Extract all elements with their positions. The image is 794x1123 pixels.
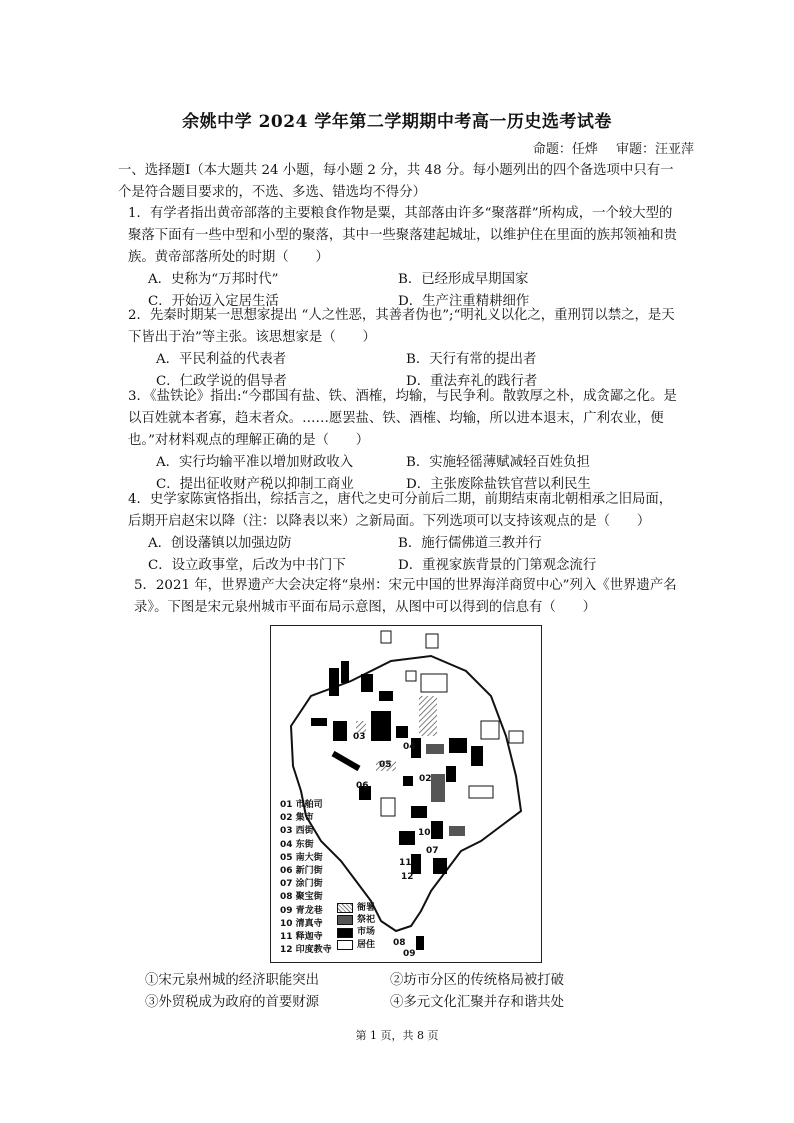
legend-item: 12 印度教寺 <box>280 945 332 956</box>
statement-3: ③外贸税成为政府的首要财源 <box>145 995 320 1010</box>
option-b[interactable]: B．实施轻徭薄赋减轻百姓负担 <box>406 455 590 470</box>
question-stem: 4．史学家陈寅恪指出，综括言之，唐代之史可分前后二期，前期结束南北朝相承之旧局面，后期开启赵宋以降（注：以降表以来）之新局面。下列选项可以支持该观点的是（ ） <box>128 492 673 529</box>
question-4 <box>128 489 684 577</box>
question-3 <box>128 386 684 496</box>
map-label-09: 09 <box>403 949 416 959</box>
legend-item: 03 西街 <box>280 826 314 837</box>
black-swatch <box>337 928 353 938</box>
map-legend-list <box>280 799 332 957</box>
legend-item: 07 涂门街 <box>280 879 323 890</box>
map-label-07: 07 <box>426 846 439 856</box>
option-c[interactable]: C．开始迈入定居生活 <box>148 294 279 309</box>
map-label-08: 08 <box>393 938 406 948</box>
question-2 <box>128 305 684 393</box>
grey-swatch <box>337 915 353 925</box>
legend-item: 11 释迦寺 <box>280 932 323 943</box>
option-a[interactable]: A．平民利益的代表者 <box>156 352 287 367</box>
quanzhou-city-map <box>270 625 542 963</box>
option-c[interactable]: C．设立政事堂，后改为中书门下 <box>148 558 346 573</box>
legend-key-row: 衙署 <box>337 902 375 914</box>
reviewer: 审题：汪亚萍 <box>615 142 694 157</box>
option-b[interactable]: B．天行有常的提出者 <box>406 352 537 367</box>
section-heading: 一、选择题Ⅰ（本大题共 24 小题，每小题 2 分，共 48 分。每小题列出的四个备选项中只有一个是符合题目要求的，不选、多选、错选均不得分） <box>118 163 674 200</box>
map-label-06: 06 <box>356 781 369 791</box>
legend-key-row: 居住 <box>337 939 375 951</box>
option-d[interactable]: D．主张废除盐铁官营以利民生 <box>406 477 591 492</box>
map-legend-key <box>337 902 375 951</box>
option-b[interactable]: B．施行儒佛道三教并行 <box>398 536 542 551</box>
question-stem: 3．《盐铁论》指出:“今郡国有盐、铁、酒榷，均输，与民争利。散敦厚之朴，成贪鄙之化。是以百姓就本者寡，趋末者众。……愿罢盐、铁、酒榷、均输，所以进本退末，广利农业，便也。”对材料观点的理解正确的是（ ） <box>128 389 677 448</box>
legend-key-row: 市场 <box>337 926 375 938</box>
map-label-10: 10 <box>418 828 431 838</box>
statement-4: ④多元文化汇聚并存和谐共处 <box>390 995 565 1010</box>
option-c[interactable]: C．提出征收财产税以抑制工商业 <box>156 477 354 492</box>
setter: 命题：任烨 <box>532 142 598 157</box>
question-stem: 1．有学者指出黄帝部落的主要粮食作物是粟，其部落由许多“聚落群”所构成，一个较大型的聚落下面有一些中型和小型的聚落，其中一些聚落建起城址，以维护住在里面的族邦领袖和贵族。黄帝部落所处的时期（ ） <box>128 206 678 265</box>
option-a[interactable]: A．史称为“万邦时代” <box>148 272 279 287</box>
map-label-03: 03 <box>353 732 366 742</box>
legend-key-row: 祭祀 <box>337 914 375 926</box>
map-label-05: 05 <box>379 760 392 770</box>
page-title: 余姚中学 2024 学年第二学期期中考高一历史选考试卷 <box>182 112 612 132</box>
page-footer: 第 1 页，共 8 页 <box>355 1029 439 1042</box>
white-swatch <box>337 940 353 950</box>
option-b[interactable]: B．已经形成早期国家 <box>398 272 529 287</box>
authors-line <box>519 138 694 157</box>
question-5-statements <box>145 970 645 1014</box>
map-label-12: 12 <box>401 872 414 882</box>
question-5 <box>134 575 684 619</box>
legend-item: 04 东街 <box>280 839 314 850</box>
statement-1: ①宋元泉州城的经济职能突出 <box>145 973 320 988</box>
option-a[interactable]: A．创设藩镇以加强边防 <box>148 536 292 551</box>
map-label-11: 11 <box>399 858 412 868</box>
option-d[interactable]: D．重视家族背景的门第观念流行 <box>398 558 597 573</box>
option-d[interactable]: D．生产注重精耕细作 <box>398 294 530 309</box>
legend-item: 06 新门街 <box>280 866 323 877</box>
question-1 <box>128 203 684 313</box>
options <box>128 533 684 577</box>
legend-item: 09 青龙巷 <box>280 905 323 916</box>
option-d[interactable]: D．重法弃礼的践行者 <box>406 374 538 389</box>
legend-item: 10 清真寺 <box>280 918 323 929</box>
statement-2: ②坊市分区的传统格局被打破 <box>390 973 565 988</box>
question-stem: 2．先秦时期某一思想家提出 “人之性恶，其善者伪也”;“明礼义以化之，重刑罚以禁之，是天下皆出于治”等主张。该思想家是（ ） <box>128 308 675 345</box>
legend-item: 05 南大街 <box>280 852 323 863</box>
option-c[interactable]: C．仁政学说的倡导者 <box>156 374 287 389</box>
legend-item: 02 集市 <box>280 813 314 824</box>
map-label-04: 04 <box>403 742 416 752</box>
map-label-02: 02 <box>419 774 432 784</box>
legend-item: 01 市舶司 <box>280 800 323 810</box>
option-a[interactable]: A．实行均输平准以增加财政收入 <box>156 455 354 470</box>
hatch-swatch <box>337 903 353 913</box>
question-stem: 5．2021 年，世界遗产大会决定将“泉州：宋元中国的世界海洋商贸中心”列入《世界遗产名录》。下图是宋元泉州城市平面布局示意图，从图中可以得到的信息有（ ） <box>134 578 677 615</box>
legend-item: 08 聚宝街 <box>280 892 323 903</box>
